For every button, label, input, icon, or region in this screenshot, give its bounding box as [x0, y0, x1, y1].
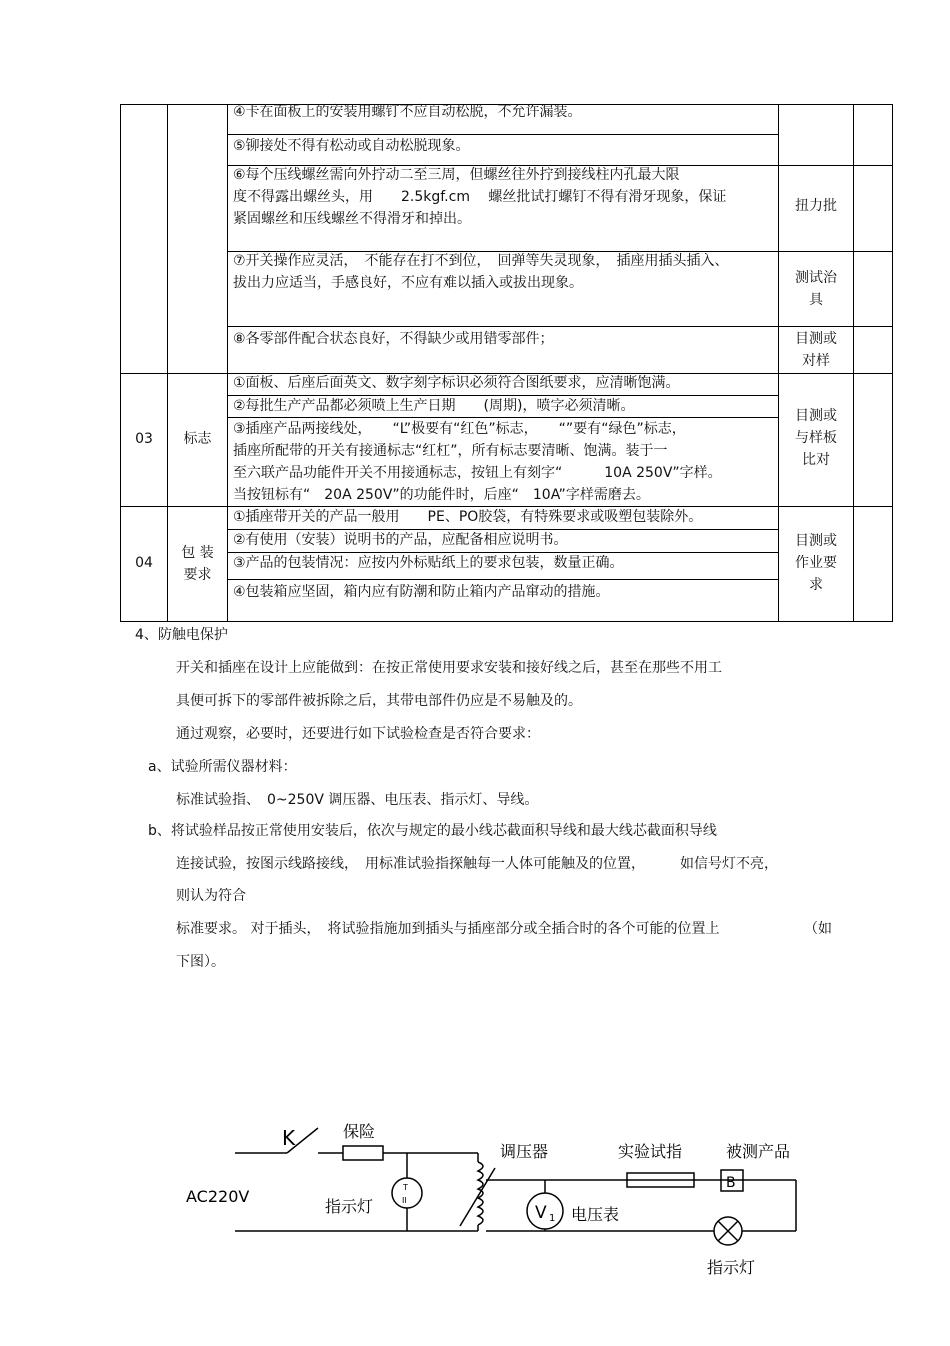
- table-item: 度不得露出螺丝头，用 2.5kgf.cm 螺丝批试打螺钉不得有滑牙现象，保证: [233, 189, 727, 205]
- voltmeter-symbol: V: [535, 1203, 547, 1223]
- tool-label: 作业要: [795, 555, 837, 571]
- tool-label: 扭力批: [795, 198, 837, 214]
- circuit-diagram: [0, 1100, 950, 1300]
- row-number: 03: [135, 431, 153, 447]
- table-item: ⑥每个压线螺丝需向外拧动二至三周，但螺丝往外拧到接线柱内孔最大限: [233, 167, 680, 183]
- source-label: AC220V: [186, 1187, 250, 1206]
- paragraph: 则认为符合: [176, 888, 246, 904]
- tool-label: 求: [809, 577, 823, 593]
- product-box-label: B: [726, 1175, 736, 1191]
- row-number: 04: [135, 555, 153, 571]
- test-finger-label: 实验试指: [618, 1142, 683, 1161]
- switch-label: K: [282, 1126, 296, 1150]
- tool-label: 对样: [802, 353, 830, 369]
- table-item: 插座所配带的开关有接通标志“红杠”，所有标志要清晰、饱满。装于一: [233, 443, 668, 459]
- row-category: 标志: [183, 431, 212, 447]
- paragraph: 具便可拆下的零部件被拆除之后，其带电部件仍应是不易触及的。: [176, 693, 582, 709]
- subheading-a: a、试验所需仪器材料：: [148, 759, 297, 775]
- indicator-label-right: 指示灯: [707, 1258, 756, 1277]
- table-item: ③产品的包装情况：应按内外标贴纸上的要求包装，数量正确。: [233, 555, 624, 571]
- tool-label: 目测或: [795, 533, 837, 549]
- fuse-label: 保险: [343, 1122, 376, 1141]
- indicator-label-left: 指示灯: [325, 1197, 374, 1216]
- table-item: ②有使用（安装）说明书的产品，应配备相应说明书。: [233, 532, 568, 548]
- subheading-b: b、将试验样品按正常使用安装后，依次与规定的最小线芯截面积导线和最大线芯截面积导线: [148, 823, 717, 839]
- paragraph: 标准要求。 对于插头， 将试验指施加到插头与插座部分或全插合时的各个可能的位置上: [176, 921, 720, 937]
- table-item: 当按钮标有“ 20A 250V”的功能件时，后座“ 10A”字样需磨去。: [233, 487, 650, 503]
- table-item: 紧固螺丝和压线螺丝不得滑牙和掉出。: [233, 211, 471, 227]
- tool-label: 比对: [802, 452, 830, 468]
- paragraph: 通过观察，必要时，还要进行如下试验检查是否符合要求：: [176, 726, 540, 742]
- table-item: ①面板、后座后面英文、数字刻字标识必须符合图纸要求，应清晰饱满。: [233, 375, 680, 391]
- table-item: ④卡在面板上的安装用螺钉不应自动松脱，不允许漏装。: [233, 104, 582, 120]
- tool-label: 与样板: [795, 430, 837, 446]
- table-item: ④包装箱应坚固，箱内应有防潮和防止箱内产品窜动的措施。: [233, 584, 610, 600]
- voltmeter-label: 电压表: [571, 1205, 620, 1224]
- paragraph: （如: [804, 921, 832, 937]
- lamp-symbol: T: [403, 1183, 408, 1192]
- table-item: ②每批生产产品都必须喷上生产日期 (周期)，喷字必须清晰。: [233, 398, 635, 414]
- tool-label: 目测或: [795, 408, 837, 424]
- regulator-label: 调压器: [500, 1142, 549, 1161]
- table-item: 拔出力应适当，手感良好，不应有难以插入或拔出现象。: [233, 275, 583, 291]
- table-item: 至六联产品功能件开关不用接通标志，按钮上有刻字“ 10A 250V”字样。: [233, 465, 722, 481]
- voltmeter-subscript: 1: [549, 1213, 556, 1224]
- paragraph: 连接试验，按图示线路接线， 用标准试验指探触每一人体可能触及的位置， 如信号灯不亮，: [176, 856, 778, 872]
- table-item: ⑦开关操作应灵活， 不能存在打不到位， 回弹等失灵现象， 插座用插头插入、: [233, 253, 729, 269]
- paragraph: 开关和插座在设计上应能做到：在按正常使用要求安装和接好线之后，甚至在那些不用工: [176, 660, 722, 676]
- row-category: 要求: [183, 567, 212, 583]
- product-label: 被测产品: [726, 1142, 791, 1161]
- table-item: ⑤铆接处不得有松动或自动松脱现象。: [233, 138, 470, 154]
- tool-label: 测试治: [795, 270, 837, 286]
- paragraph: 标准试验指、 0~250V 调压器、电压表、指示灯、导线。: [176, 792, 539, 808]
- table-item: ③插座产品两接线处， “L”极要有“红色”标志， “”要有“绿色”标志，: [233, 421, 686, 437]
- lamp-symbol: II: [402, 1196, 407, 1205]
- row-category: 包 装: [181, 545, 214, 561]
- table-item: ⑧各零部件配合状态良好，不得缺少或用错零部件；: [233, 331, 554, 347]
- table-item: ①插座带开关的产品一般用 PE、PO胶袋，有特殊要求或吸塑包装除外。: [233, 509, 703, 525]
- tool-label: 目测或: [795, 331, 837, 347]
- section-heading: 4、防触电保护: [135, 627, 228, 643]
- paragraph: 下图）。: [176, 954, 225, 970]
- tool-label: 具: [809, 292, 823, 308]
